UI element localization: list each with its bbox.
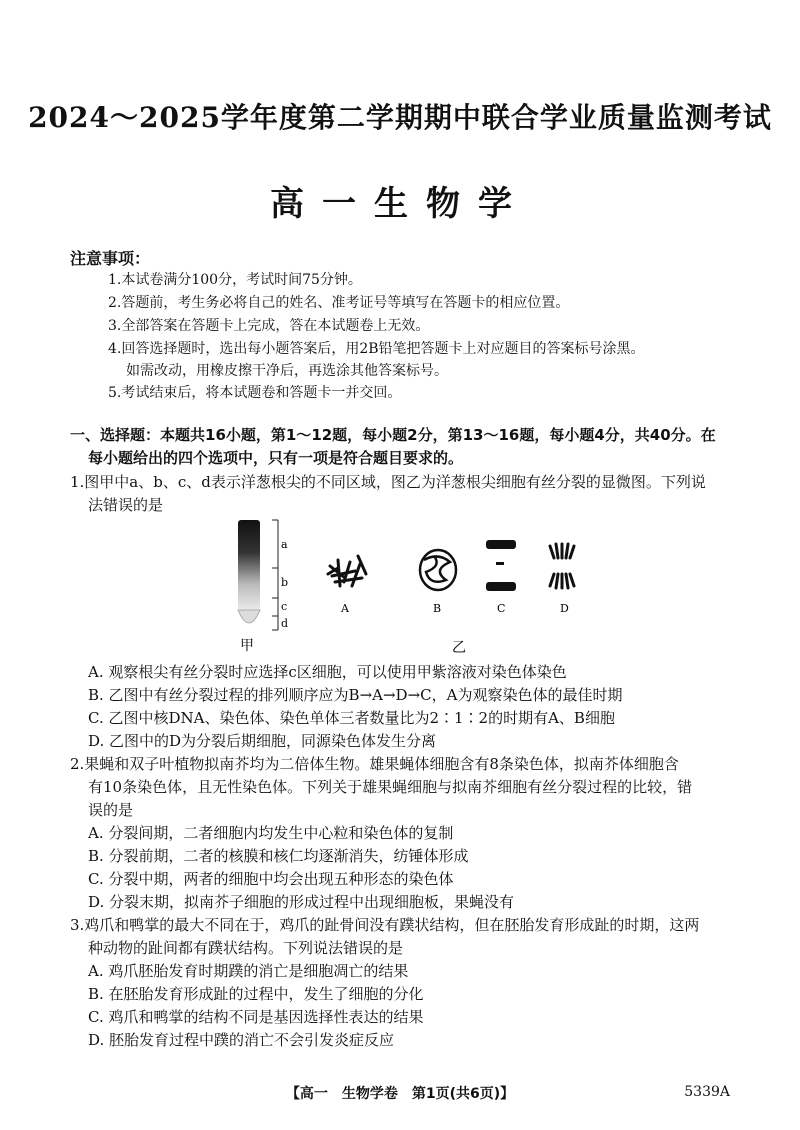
question-2-stem: 误的是 — [88, 801, 134, 819]
page-footer: 【高一 生物学卷 第1页(共6页)】 — [285, 1086, 515, 1102]
question-1-figure — [220, 516, 600, 656]
question-2-option-b: B. 分裂前期，二者的核膜和核仁均逐渐消失，纺锤体形成 — [88, 847, 469, 865]
cell-label-d: D — [560, 602, 569, 615]
paper-code: 5339A — [684, 1084, 730, 1100]
notice-item: 4.回答选择题时，选出每小题答案后，用2B铅笔把答题卡上对应题目的答案标号涂黑。 — [108, 341, 645, 357]
notice-heading: 注意事项： — [70, 249, 151, 268]
question-1-option-d: D. 乙图中的D为分裂后期细胞，同源染色体发生分离 — [88, 732, 437, 750]
question-1-option-c: C. 乙图中核DNA、染色体、染色单体三者数量比为2∶1∶2的时期有A、B细胞 — [88, 709, 615, 727]
cell-label-b: B — [433, 602, 442, 615]
question-3-option-b: B. 在胚胎发育形成趾的过程中，发生了细胞的分化 — [88, 985, 424, 1003]
notice-item: 1.本试卷满分100分，考试时间75分钟。 — [108, 272, 362, 288]
zone-label-a: a — [281, 538, 288, 551]
question-2-option-a: A. 分裂间期，二者细胞内均发生中心粒和染色体的复制 — [88, 824, 454, 842]
question-2-option-d: D. 分裂末期，拟南芥子细胞的形成过程中出现细胞板，果蝇没有 — [88, 893, 515, 911]
cell-b-drawing — [420, 550, 456, 590]
cell-a-drawing — [328, 556, 366, 586]
figure-label-jia: 甲 — [240, 638, 254, 654]
figure-label-yi: 乙 — [452, 640, 466, 656]
zone-label-d: d — [281, 617, 289, 630]
notice-item: 如需改动，用橡皮擦干净后，再选涂其他答案标号。 — [126, 363, 448, 379]
zone-label-b: b — [281, 576, 289, 589]
cell-d-drawing — [550, 544, 574, 588]
question-2-option-c: C. 分裂中期，两者的细胞中均会出现五种形态的染色体 — [88, 870, 454, 888]
question-2-stem: 2.果蝇和双子叶植物拟南芥均为二倍体生物。雄果蝇体细胞含有8条染色体，拟南芥体细胞含 — [70, 755, 679, 773]
notice-item: 3.全部答案在答题卡上完成，答在本试题卷上无效。 — [108, 318, 430, 334]
zone-label-c: c — [281, 600, 288, 613]
subject-title: 高一生物学 — [270, 184, 530, 224]
question-3-option-a: A. 鸡爪胚胎发育时期蹼的消亡是细胞凋亡的结果 — [88, 962, 409, 980]
question-3-stem: 种动物的趾间都有蹼状结构。下列说法错误的是 — [88, 939, 404, 957]
cell-label-a: A — [341, 602, 349, 615]
question-3-option-c: C. 鸡爪和鸭掌的结构不同是基因选择性表达的结果 — [88, 1008, 424, 1026]
exam-title: 2024～2025学年度第二学期期中联合学业质量监测考试 — [28, 101, 772, 134]
cell-label-c: C — [497, 602, 506, 615]
question-1-stem: 法错误的是 — [88, 496, 164, 514]
section-heading-line1: 一、选择题：本题共16小题，第1～12题，每小题2分，第13～16题，每小题4分，共40分。在 — [70, 426, 716, 444]
section-heading-line2: 每小题给出的四个选项中，只有一项是符合题目要求的。 — [88, 449, 464, 467]
notice-item: 5.考试结束后，将本试题卷和答题卡一并交回。 — [108, 385, 402, 401]
question-1-option-b: B. 乙图中有丝分裂过程的排列顺序应为B→A→D→C，A为观察染色体的最佳时期 — [88, 686, 623, 704]
question-3-option-d: D. 胚胎发育过程中蹼的消亡不会引发炎症反应 — [88, 1031, 395, 1049]
question-1-stem: 1.图甲中a、b、c、d表示洋葱根尖的不同区域，图乙为洋葱根尖细胞有丝分裂的显微图。下列说 — [70, 473, 706, 491]
cell-c-drawing — [486, 540, 516, 591]
question-1-option-a: A. 观察根尖有丝分裂时应选择c区细胞，可以使用甲紫溶液对染色体染色 — [88, 663, 567, 681]
notice-item: 2.答题前，考生务必将自己的姓名、准考证号等填写在答题卡的相应位置。 — [108, 295, 570, 311]
question-3-stem: 3.鸡爪和鸭掌的最大不同在于，鸡爪的趾骨间没有蹼状结构，但在胚胎发育形成趾的时期，这两 — [70, 916, 700, 934]
question-2-stem: 有10条染色体，且无性染色体。下列关于雄果蝇细胞与拟南芥细胞有丝分裂过程的比较，错 — [88, 778, 693, 796]
root-tip-drawing — [238, 520, 278, 630]
